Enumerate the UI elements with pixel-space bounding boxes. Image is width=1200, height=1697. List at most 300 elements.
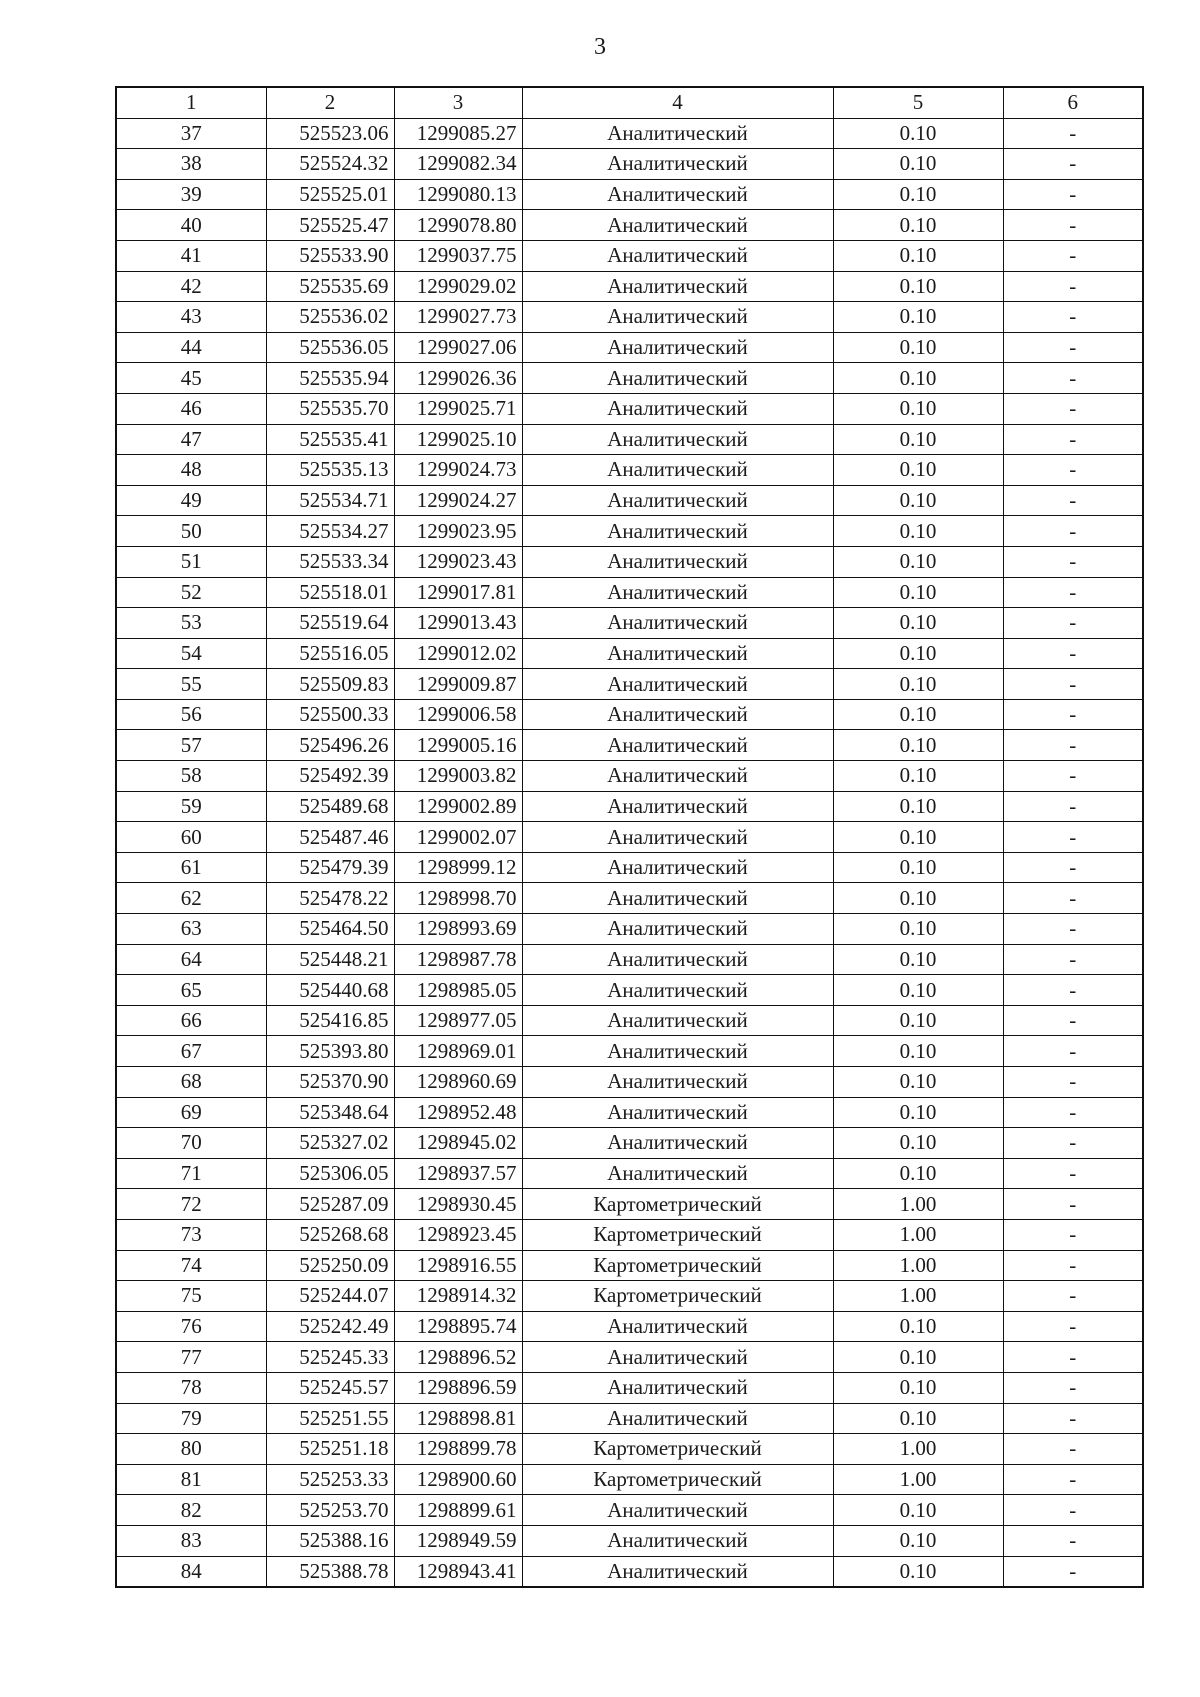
note-cell: - xyxy=(1003,914,1143,945)
point-number-cell: 66 xyxy=(116,1005,266,1036)
note-cell: - xyxy=(1003,1067,1143,1098)
y-coordinate-cell: 1298943.41 xyxy=(394,1556,522,1587)
coordinates-table xyxy=(115,86,1144,1588)
point-number-cell: 70 xyxy=(116,1128,266,1159)
method-cell: Аналитический xyxy=(522,424,833,455)
y-coordinate-cell: 1298977.05 xyxy=(394,1005,522,1036)
note-cell: - xyxy=(1003,1311,1143,1342)
table-row xyxy=(116,822,1143,853)
table-row xyxy=(116,730,1143,761)
table-row xyxy=(116,1097,1143,1128)
point-number-cell: 45 xyxy=(116,363,266,394)
accuracy-cell: 0.10 xyxy=(833,424,1003,455)
point-number-cell: 59 xyxy=(116,791,266,822)
y-coordinate-cell: 1299025.10 xyxy=(394,424,522,455)
note-cell: - xyxy=(1003,271,1143,302)
y-coordinate-cell: 1298987.78 xyxy=(394,944,522,975)
accuracy-cell: 0.10 xyxy=(833,1342,1003,1373)
y-coordinate-cell: 1298949.59 xyxy=(394,1525,522,1556)
point-number-cell: 37 xyxy=(116,118,266,149)
header-row xyxy=(116,87,1143,118)
method-cell: Аналитический xyxy=(522,1311,833,1342)
accuracy-cell: 0.10 xyxy=(833,914,1003,945)
y-coordinate-cell: 1298923.45 xyxy=(394,1219,522,1250)
table-row xyxy=(116,975,1143,1006)
table-row xyxy=(116,1250,1143,1281)
table-row xyxy=(116,363,1143,394)
point-number-cell: 53 xyxy=(116,608,266,639)
note-cell: - xyxy=(1003,822,1143,853)
point-number-cell: 60 xyxy=(116,822,266,853)
y-coordinate-cell: 1299029.02 xyxy=(394,271,522,302)
point-number-cell: 50 xyxy=(116,516,266,547)
point-number-cell: 40 xyxy=(116,210,266,241)
x-coordinate-cell: 525535.13 xyxy=(266,455,394,486)
point-number-cell: 48 xyxy=(116,455,266,486)
x-coordinate-cell: 525479.39 xyxy=(266,852,394,883)
accuracy-cell: 1.00 xyxy=(833,1281,1003,1312)
table-row xyxy=(116,699,1143,730)
x-coordinate-cell: 525478.22 xyxy=(266,883,394,914)
table-row xyxy=(116,1556,1143,1587)
method-cell: Аналитический xyxy=(522,179,833,210)
y-coordinate-cell: 1299002.89 xyxy=(394,791,522,822)
y-coordinate-cell: 1298993.69 xyxy=(394,914,522,945)
accuracy-cell: 0.10 xyxy=(833,730,1003,761)
table-row xyxy=(116,1005,1143,1036)
x-coordinate-cell: 525244.07 xyxy=(266,1281,394,1312)
x-coordinate-cell: 525534.71 xyxy=(266,485,394,516)
point-number-cell: 51 xyxy=(116,546,266,577)
y-coordinate-cell: 1299027.73 xyxy=(394,302,522,333)
method-cell: Картометрический xyxy=(522,1464,833,1495)
method-cell: Аналитический xyxy=(522,669,833,700)
accuracy-cell: 0.10 xyxy=(833,1067,1003,1098)
point-number-cell: 39 xyxy=(116,179,266,210)
point-number-cell: 62 xyxy=(116,883,266,914)
method-cell: Аналитический xyxy=(522,730,833,761)
note-cell: - xyxy=(1003,179,1143,210)
y-coordinate-cell: 1298952.48 xyxy=(394,1097,522,1128)
accuracy-cell: 0.10 xyxy=(833,852,1003,883)
note-cell: - xyxy=(1003,485,1143,516)
table-row xyxy=(116,1464,1143,1495)
y-coordinate-cell: 1299080.13 xyxy=(394,179,522,210)
note-cell: - xyxy=(1003,1128,1143,1159)
table-row xyxy=(116,1067,1143,1098)
note-cell: - xyxy=(1003,393,1143,424)
table-row xyxy=(116,608,1143,639)
x-coordinate-cell: 525348.64 xyxy=(266,1097,394,1128)
point-number-cell: 80 xyxy=(116,1434,266,1465)
accuracy-cell: 1.00 xyxy=(833,1464,1003,1495)
table-row xyxy=(116,455,1143,486)
y-coordinate-cell: 1299024.73 xyxy=(394,455,522,486)
column-header-5: 5 xyxy=(833,87,1003,118)
method-cell: Аналитический xyxy=(522,1128,833,1159)
y-coordinate-cell: 1299082.34 xyxy=(394,149,522,180)
table-row xyxy=(116,118,1143,149)
table-row xyxy=(116,791,1143,822)
x-coordinate-cell: 525509.83 xyxy=(266,669,394,700)
point-number-cell: 67 xyxy=(116,1036,266,1067)
table-row xyxy=(116,546,1143,577)
accuracy-cell: 0.10 xyxy=(833,577,1003,608)
note-cell: - xyxy=(1003,1342,1143,1373)
accuracy-cell: 0.10 xyxy=(833,944,1003,975)
point-number-cell: 73 xyxy=(116,1219,266,1250)
y-coordinate-cell: 1298969.01 xyxy=(394,1036,522,1067)
note-cell: - xyxy=(1003,1036,1143,1067)
note-cell: - xyxy=(1003,1158,1143,1189)
x-coordinate-cell: 525242.49 xyxy=(266,1311,394,1342)
note-cell: - xyxy=(1003,1403,1143,1434)
x-coordinate-cell: 525440.68 xyxy=(266,975,394,1006)
note-cell: - xyxy=(1003,455,1143,486)
method-cell: Картометрический xyxy=(522,1250,833,1281)
method-cell: Картометрический xyxy=(522,1189,833,1220)
note-cell: - xyxy=(1003,730,1143,761)
method-cell: Аналитический xyxy=(522,914,833,945)
accuracy-cell: 0.10 xyxy=(833,1495,1003,1526)
method-cell: Картометрический xyxy=(522,1219,833,1250)
table-row xyxy=(116,424,1143,455)
method-cell: Картометрический xyxy=(522,1281,833,1312)
point-number-cell: 71 xyxy=(116,1158,266,1189)
x-coordinate-cell: 525464.50 xyxy=(266,914,394,945)
x-coordinate-cell: 525518.01 xyxy=(266,577,394,608)
note-cell: - xyxy=(1003,118,1143,149)
note-cell: - xyxy=(1003,302,1143,333)
x-coordinate-cell: 525500.33 xyxy=(266,699,394,730)
note-cell: - xyxy=(1003,1434,1143,1465)
method-cell: Аналитический xyxy=(522,1067,833,1098)
accuracy-cell: 0.10 xyxy=(833,332,1003,363)
accuracy-cell: 0.10 xyxy=(833,608,1003,639)
method-cell: Аналитический xyxy=(522,1372,833,1403)
note-cell: - xyxy=(1003,1189,1143,1220)
note-cell: - xyxy=(1003,1464,1143,1495)
note-cell: - xyxy=(1003,149,1143,180)
method-cell: Аналитический xyxy=(522,791,833,822)
method-cell: Аналитический xyxy=(522,455,833,486)
note-cell: - xyxy=(1003,577,1143,608)
y-coordinate-cell: 1299024.27 xyxy=(394,485,522,516)
y-coordinate-cell: 1299078.80 xyxy=(394,210,522,241)
method-cell: Аналитический xyxy=(522,761,833,792)
note-cell: - xyxy=(1003,1219,1143,1250)
note-cell: - xyxy=(1003,332,1143,363)
y-coordinate-cell: 1298896.59 xyxy=(394,1372,522,1403)
point-number-cell: 83 xyxy=(116,1525,266,1556)
point-number-cell: 43 xyxy=(116,302,266,333)
y-coordinate-cell: 1299013.43 xyxy=(394,608,522,639)
point-number-cell: 76 xyxy=(116,1311,266,1342)
point-number-cell: 58 xyxy=(116,761,266,792)
method-cell: Аналитический xyxy=(522,852,833,883)
note-cell: - xyxy=(1003,699,1143,730)
point-number-cell: 77 xyxy=(116,1342,266,1373)
method-cell: Аналитический xyxy=(522,302,833,333)
x-coordinate-cell: 525251.55 xyxy=(266,1403,394,1434)
method-cell: Аналитический xyxy=(522,1005,833,1036)
note-cell: - xyxy=(1003,363,1143,394)
y-coordinate-cell: 1298985.05 xyxy=(394,975,522,1006)
accuracy-cell: 0.10 xyxy=(833,699,1003,730)
accuracy-cell: 1.00 xyxy=(833,1434,1003,1465)
accuracy-cell: 0.10 xyxy=(833,1036,1003,1067)
x-coordinate-cell: 525327.02 xyxy=(266,1128,394,1159)
table-row xyxy=(116,669,1143,700)
y-coordinate-cell: 1298914.32 xyxy=(394,1281,522,1312)
point-number-cell: 78 xyxy=(116,1372,266,1403)
method-cell: Аналитический xyxy=(522,638,833,669)
point-number-cell: 68 xyxy=(116,1067,266,1098)
accuracy-cell: 0.10 xyxy=(833,516,1003,547)
x-coordinate-cell: 525388.16 xyxy=(266,1525,394,1556)
point-number-cell: 47 xyxy=(116,424,266,455)
table-row xyxy=(116,393,1143,424)
note-cell: - xyxy=(1003,1281,1143,1312)
table-row xyxy=(116,1403,1143,1434)
x-coordinate-cell: 525245.33 xyxy=(266,1342,394,1373)
accuracy-cell: 0.10 xyxy=(833,1097,1003,1128)
accuracy-cell: 1.00 xyxy=(833,1189,1003,1220)
x-coordinate-cell: 525487.46 xyxy=(266,822,394,853)
point-number-cell: 63 xyxy=(116,914,266,945)
y-coordinate-cell: 1299026.36 xyxy=(394,363,522,394)
x-coordinate-cell: 525306.05 xyxy=(266,1158,394,1189)
x-coordinate-cell: 525416.85 xyxy=(266,1005,394,1036)
method-cell: Аналитический xyxy=(522,944,833,975)
x-coordinate-cell: 525535.69 xyxy=(266,271,394,302)
table-row xyxy=(116,1495,1143,1526)
note-cell: - xyxy=(1003,669,1143,700)
table-row xyxy=(116,1525,1143,1556)
accuracy-cell: 0.10 xyxy=(833,179,1003,210)
accuracy-cell: 0.10 xyxy=(833,240,1003,271)
table-row xyxy=(116,1342,1143,1373)
column-header-4: 4 xyxy=(522,87,833,118)
y-coordinate-cell: 1298930.45 xyxy=(394,1189,522,1220)
x-coordinate-cell: 525516.05 xyxy=(266,638,394,669)
point-number-cell: 64 xyxy=(116,944,266,975)
accuracy-cell: 0.10 xyxy=(833,1403,1003,1434)
x-coordinate-cell: 525535.41 xyxy=(266,424,394,455)
note-cell: - xyxy=(1003,210,1143,241)
point-number-cell: 57 xyxy=(116,730,266,761)
method-cell: Аналитический xyxy=(522,393,833,424)
method-cell: Аналитический xyxy=(522,883,833,914)
x-coordinate-cell: 525533.90 xyxy=(266,240,394,271)
table-body xyxy=(116,118,1143,1587)
method-cell: Аналитический xyxy=(522,577,833,608)
method-cell: Аналитический xyxy=(522,485,833,516)
x-coordinate-cell: 525533.34 xyxy=(266,546,394,577)
method-cell: Аналитический xyxy=(522,608,833,639)
table-row xyxy=(116,240,1143,271)
y-coordinate-cell: 1299006.58 xyxy=(394,699,522,730)
note-cell: - xyxy=(1003,852,1143,883)
x-coordinate-cell: 525250.09 xyxy=(266,1250,394,1281)
method-cell: Аналитический xyxy=(522,516,833,547)
y-coordinate-cell: 1298999.12 xyxy=(394,852,522,883)
note-cell: - xyxy=(1003,1495,1143,1526)
accuracy-cell: 0.10 xyxy=(833,271,1003,302)
note-cell: - xyxy=(1003,546,1143,577)
accuracy-cell: 0.10 xyxy=(833,546,1003,577)
table-row xyxy=(116,852,1143,883)
y-coordinate-cell: 1298998.70 xyxy=(394,883,522,914)
point-number-cell: 56 xyxy=(116,699,266,730)
table-row xyxy=(116,210,1143,241)
x-coordinate-cell: 525519.64 xyxy=(266,608,394,639)
accuracy-cell: 0.10 xyxy=(833,1311,1003,1342)
y-coordinate-cell: 1298899.78 xyxy=(394,1434,522,1465)
method-cell: Аналитический xyxy=(522,1097,833,1128)
x-coordinate-cell: 525370.90 xyxy=(266,1067,394,1098)
method-cell: Аналитический xyxy=(522,699,833,730)
y-coordinate-cell: 1299009.87 xyxy=(394,669,522,700)
method-cell: Аналитический xyxy=(522,363,833,394)
accuracy-cell: 0.10 xyxy=(833,118,1003,149)
table-row xyxy=(116,149,1143,180)
table-row xyxy=(116,332,1143,363)
table-row xyxy=(116,1128,1143,1159)
accuracy-cell: 0.10 xyxy=(833,1005,1003,1036)
note-cell: - xyxy=(1003,240,1143,271)
y-coordinate-cell: 1298898.81 xyxy=(394,1403,522,1434)
table-row xyxy=(116,638,1143,669)
accuracy-cell: 0.10 xyxy=(833,1556,1003,1587)
note-cell: - xyxy=(1003,761,1143,792)
note-cell: - xyxy=(1003,1250,1143,1281)
table-row xyxy=(116,302,1143,333)
method-cell: Аналитический xyxy=(522,149,833,180)
table-row xyxy=(116,271,1143,302)
note-cell: - xyxy=(1003,1556,1143,1587)
point-number-cell: 81 xyxy=(116,1464,266,1495)
y-coordinate-cell: 1298895.74 xyxy=(394,1311,522,1342)
accuracy-cell: 0.10 xyxy=(833,485,1003,516)
table-row xyxy=(116,1219,1143,1250)
x-coordinate-cell: 525492.39 xyxy=(266,761,394,792)
method-cell: Аналитический xyxy=(522,332,833,363)
point-number-cell: 79 xyxy=(116,1403,266,1434)
x-coordinate-cell: 525287.09 xyxy=(266,1189,394,1220)
column-header-6: 6 xyxy=(1003,87,1143,118)
accuracy-cell: 0.10 xyxy=(833,149,1003,180)
point-number-cell: 74 xyxy=(116,1250,266,1281)
note-cell: - xyxy=(1003,1525,1143,1556)
table-row xyxy=(116,1372,1143,1403)
x-coordinate-cell: 525536.05 xyxy=(266,332,394,363)
method-cell: Аналитический xyxy=(522,1495,833,1526)
accuracy-cell: 0.10 xyxy=(833,791,1003,822)
table-row xyxy=(116,1036,1143,1067)
accuracy-cell: 0.10 xyxy=(833,302,1003,333)
y-coordinate-cell: 1299027.06 xyxy=(394,332,522,363)
table-row xyxy=(116,761,1143,792)
accuracy-cell: 0.10 xyxy=(833,822,1003,853)
method-cell: Аналитический xyxy=(522,975,833,1006)
x-coordinate-cell: 525448.21 xyxy=(266,944,394,975)
y-coordinate-cell: 1298916.55 xyxy=(394,1250,522,1281)
table-row xyxy=(116,1281,1143,1312)
x-coordinate-cell: 525251.18 xyxy=(266,1434,394,1465)
note-cell: - xyxy=(1003,791,1143,822)
note-cell: - xyxy=(1003,1005,1143,1036)
x-coordinate-cell: 525253.33 xyxy=(266,1464,394,1495)
table-row xyxy=(116,1311,1143,1342)
x-coordinate-cell: 525535.94 xyxy=(266,363,394,394)
x-coordinate-cell: 525524.32 xyxy=(266,149,394,180)
column-header-2: 2 xyxy=(266,87,394,118)
accuracy-cell: 0.10 xyxy=(833,1372,1003,1403)
y-coordinate-cell: 1298900.60 xyxy=(394,1464,522,1495)
method-cell: Аналитический xyxy=(522,1525,833,1556)
x-coordinate-cell: 525525.47 xyxy=(266,210,394,241)
x-coordinate-cell: 525496.26 xyxy=(266,730,394,761)
x-coordinate-cell: 525534.27 xyxy=(266,516,394,547)
table-row xyxy=(116,577,1143,608)
method-cell: Аналитический xyxy=(522,822,833,853)
point-number-cell: 49 xyxy=(116,485,266,516)
note-cell: - xyxy=(1003,516,1143,547)
method-cell: Аналитический xyxy=(522,210,833,241)
point-number-cell: 72 xyxy=(116,1189,266,1220)
x-coordinate-cell: 525253.70 xyxy=(266,1495,394,1526)
table-row xyxy=(116,179,1143,210)
accuracy-cell: 0.10 xyxy=(833,669,1003,700)
note-cell: - xyxy=(1003,638,1143,669)
table-row xyxy=(116,485,1143,516)
y-coordinate-cell: 1299012.02 xyxy=(394,638,522,669)
point-number-cell: 54 xyxy=(116,638,266,669)
table-row xyxy=(116,914,1143,945)
note-cell: - xyxy=(1003,608,1143,639)
table-row xyxy=(116,1189,1143,1220)
y-coordinate-cell: 1298896.52 xyxy=(394,1342,522,1373)
note-cell: - xyxy=(1003,1097,1143,1128)
x-coordinate-cell: 525388.78 xyxy=(266,1556,394,1587)
point-number-cell: 44 xyxy=(116,332,266,363)
accuracy-cell: 0.10 xyxy=(833,1158,1003,1189)
note-cell: - xyxy=(1003,1372,1143,1403)
note-cell: - xyxy=(1003,975,1143,1006)
x-coordinate-cell: 525536.02 xyxy=(266,302,394,333)
method-cell: Аналитический xyxy=(522,546,833,577)
accuracy-cell: 0.10 xyxy=(833,975,1003,1006)
table-row xyxy=(116,516,1143,547)
method-cell: Аналитический xyxy=(522,271,833,302)
table-row xyxy=(116,1158,1143,1189)
point-number-cell: 42 xyxy=(116,271,266,302)
y-coordinate-cell: 1298899.61 xyxy=(394,1495,522,1526)
y-coordinate-cell: 1298937.57 xyxy=(394,1158,522,1189)
note-cell: - xyxy=(1003,883,1143,914)
accuracy-cell: 0.10 xyxy=(833,1525,1003,1556)
x-coordinate-cell: 525535.70 xyxy=(266,393,394,424)
point-number-cell: 75 xyxy=(116,1281,266,1312)
x-coordinate-cell: 525268.68 xyxy=(266,1219,394,1250)
x-coordinate-cell: 525525.01 xyxy=(266,179,394,210)
point-number-cell: 65 xyxy=(116,975,266,1006)
method-cell: Картометрический xyxy=(522,1434,833,1465)
x-coordinate-cell: 525245.57 xyxy=(266,1372,394,1403)
point-number-cell: 84 xyxy=(116,1556,266,1587)
note-cell: - xyxy=(1003,944,1143,975)
